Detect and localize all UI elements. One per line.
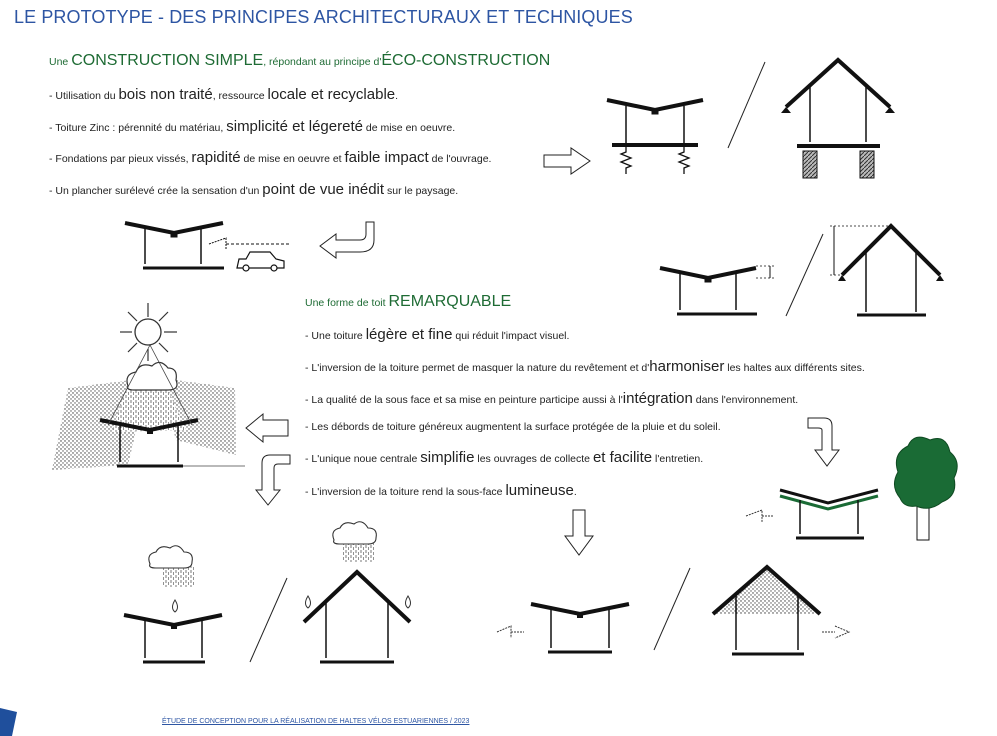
text: qui réduit l'impact visuel.: [452, 330, 570, 342]
tree-icon: [894, 437, 957, 540]
text: dans l'environnement.: [692, 394, 799, 406]
brand-corner-mark: [0, 708, 17, 736]
cloud-icon: [127, 362, 177, 390]
text: - L'unique noue centrale: [305, 453, 421, 465]
gable-house-shaded: [713, 567, 849, 654]
heading-text: Une forme de toit: [305, 297, 389, 309]
arrow-down-icon: [565, 510, 593, 555]
emphasis: rapidité: [191, 149, 241, 166]
emphasis: point de vue inédit: [262, 181, 385, 198]
text: l'entretien.: [652, 453, 704, 465]
text: - La qualité de la sous face et sa mise en peinture participe aussi à l': [305, 394, 623, 406]
text: - Une toiture: [305, 330, 366, 342]
arrow-left-icon: [246, 414, 288, 442]
gable-house-rain: [304, 522, 411, 662]
emphasis: simplicité et légereté: [226, 118, 363, 135]
sun-rain-shelter: [52, 303, 245, 470]
cloud-icon: [333, 522, 376, 544]
text: .: [395, 90, 399, 102]
text: - Un plancher surélevé crée la sensation d'un: [49, 185, 263, 197]
text: sur le paysage.: [384, 185, 459, 197]
water-drop-icon: [173, 600, 178, 612]
green-roof-house: [746, 490, 878, 538]
arrow-right-icon: [544, 148, 590, 174]
heading-strong: REMARQUABLE: [388, 293, 512, 310]
text: - Les débords de toiture généreux augmentent la surface protégée de la pluie et du soleil.: [305, 421, 721, 433]
footer-credit: [162, 718, 469, 725]
text: - L'inversion de la toiture permet de masquer la nature du revêtement et d': [305, 362, 650, 374]
heading-text: , répondant au principe d': [263, 56, 382, 68]
text: de mise en oeuvre.: [362, 122, 456, 134]
inverted-roof-rain: [124, 546, 222, 662]
curved-arrow-icon: [320, 222, 374, 258]
text: , ressource: [212, 90, 268, 102]
emphasis: simplifie: [420, 449, 475, 466]
inverted-roof-light: [497, 604, 629, 652]
footer-text: ÉTUDE DE CONCEPTION POUR LA RÉALISATION DE HALTES VÉLOS ESTUARIENNES: [162, 718, 449, 725]
text: - L'inversion de la toiture rend la sous-face: [305, 486, 506, 498]
footer-year: 2023: [453, 718, 470, 725]
gable-house-height: [830, 226, 944, 315]
inverted-roof-house-car: [125, 223, 291, 271]
cloud-icon: [149, 546, 192, 568]
text: .: [573, 486, 577, 498]
text: de mise en oeuvre et: [240, 153, 345, 165]
emphasis: harmoniser: [649, 358, 725, 375]
inverted-roof-house-piles: [607, 100, 703, 174]
water-drop-icon: [406, 596, 411, 608]
text: - Utilisation du: [49, 90, 119, 102]
emphasis: lumineuse: [505, 482, 574, 499]
curved-down-arrow-icon: [256, 455, 290, 505]
water-drop-icon: [306, 596, 311, 608]
gable-house-blocks: [781, 60, 895, 178]
text: les haltes aux différents sites.: [724, 362, 865, 374]
emphasis: légère et fine: [365, 326, 453, 343]
text: de l'ouvrage.: [428, 153, 492, 165]
emphasis: bois non traité: [118, 86, 213, 103]
emphasis: faible impact: [344, 149, 429, 166]
heading-strong: ÉCO-CONSTRUCTION: [381, 52, 551, 69]
text: - Toiture Zinc : pérennité du matériau,: [49, 122, 227, 134]
emphasis: intégration: [622, 390, 693, 407]
heading-strong: CONSTRUCTION SIMPLE: [71, 52, 264, 69]
footer-separator: /: [448, 718, 454, 725]
heading-text: Une: [49, 56, 72, 68]
text: les ouvrages de collecte: [474, 453, 593, 465]
page-title: LE PROTOTYPE - DES PRINCIPES ARCHITECTURAUX ET TECHNIQUES: [14, 7, 633, 27]
emphasis: et facilite: [592, 449, 653, 466]
roof-height-comparison: [660, 266, 776, 314]
sun-icon: [135, 319, 161, 345]
text: - Fondations par pieux vissés,: [49, 153, 192, 165]
emphasis: locale et recyclable: [267, 86, 396, 103]
curved-down-arrow-icon: [808, 418, 839, 466]
